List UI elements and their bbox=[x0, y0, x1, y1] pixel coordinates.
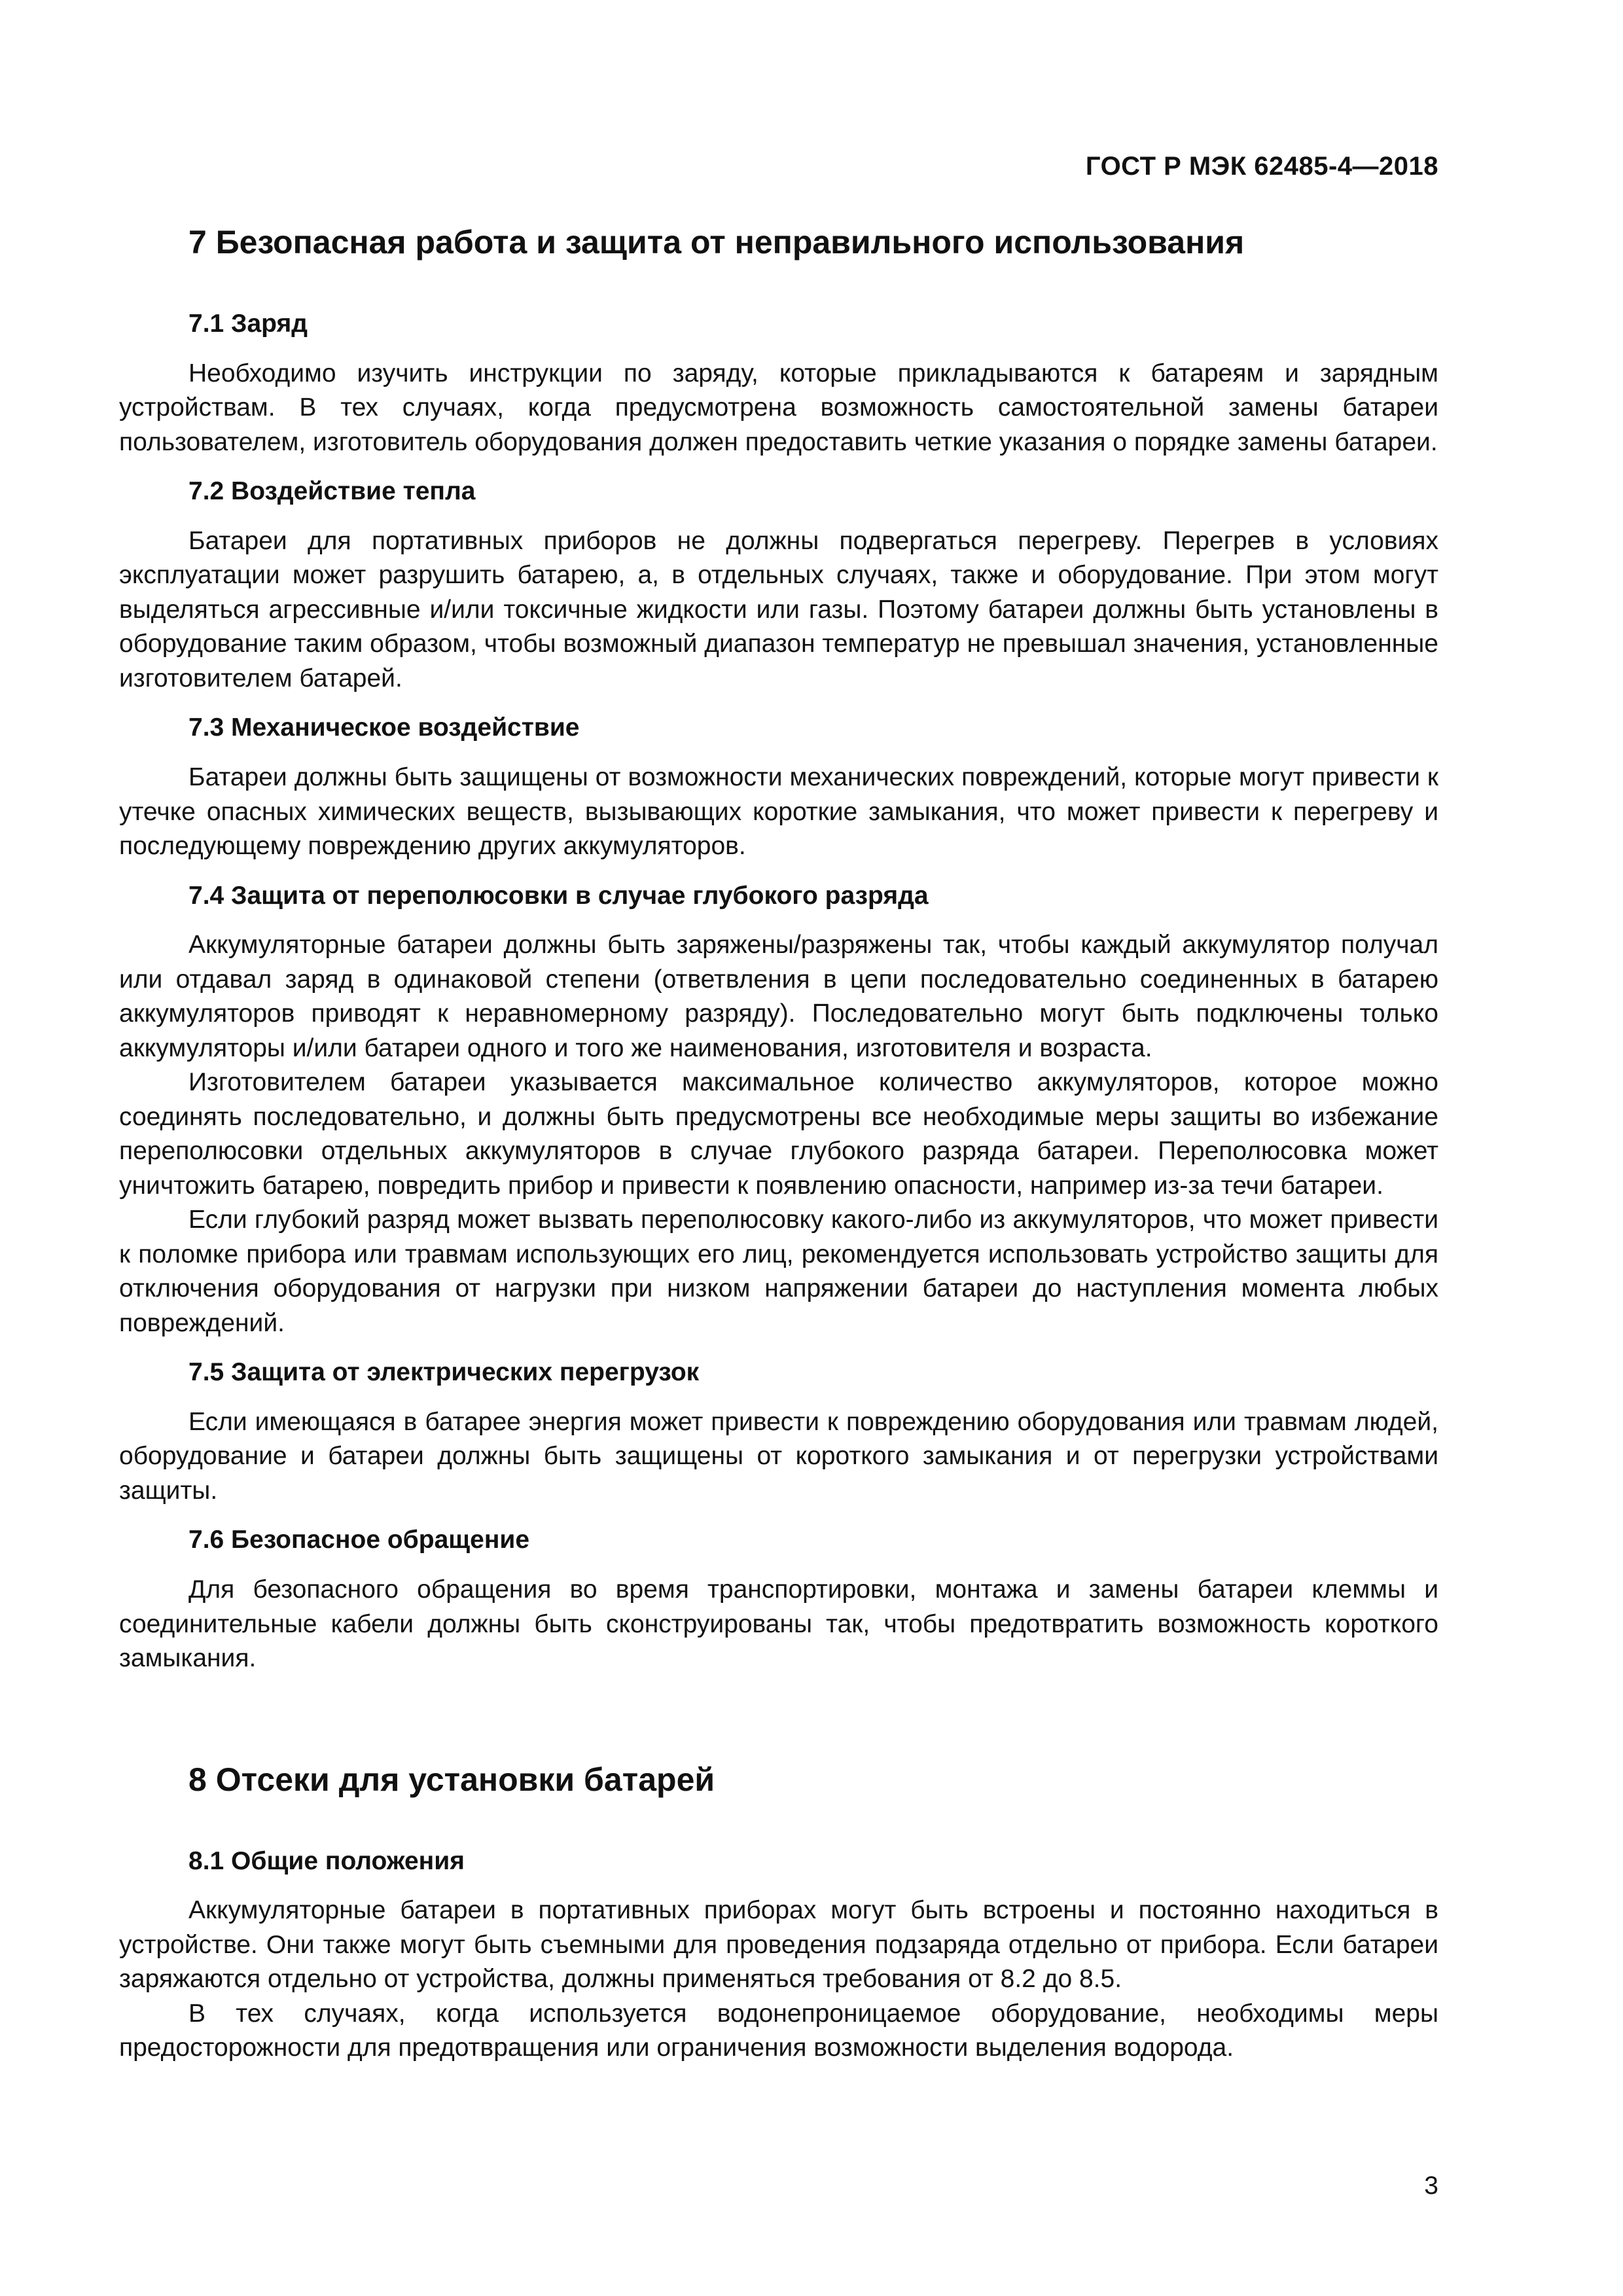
subsection-7-6 bbox=[119, 1524, 1438, 1676]
subsection-7-4 bbox=[119, 880, 1438, 1341]
paragraph: Батареи должны быть защищены от возможности механических повреждений, которые могут привести к утечке опасных химических веществ, вызывающих короткие замыкания, что может привести к перегреву и последующему повреждению других аккумуляторов. bbox=[119, 763, 1438, 861]
paragraph: Если имеющаяся в батарее энергия может привести к повреждению оборудования или травмам людей, оборудование и батареи должны быть защищены от короткого замыкания и от перегрузки устройствами защиты. bbox=[119, 1407, 1438, 1505]
section-7-title: 7 Безопасная работа и защита от неправильного использования bbox=[188, 224, 1245, 260]
section-8-title: 8 Отсеки для установки батарей bbox=[188, 1761, 715, 1798]
paragraph: В тех случаях, когда используется водонепроницаемое оборудование, необходимы меры предосторожности для предотвращения или ограничения возможности выделения водорода. bbox=[119, 1999, 1438, 2062]
subsection-7-5-title: 7.5 Защита от электрических перегрузок bbox=[188, 1358, 700, 1387]
page-content bbox=[119, 223, 1438, 2081]
paragraph: Аккумуляторные батареи в портативных приборах могут быть встроены и постоянно находиться в устройстве. Они также могут быть съемными для проведения подзаряда отдельно от прибора. Если батареи заряжаются отдельно от устройства, должны применяться требования от 8.2 до 8.5. bbox=[119, 1896, 1438, 1994]
subsection-7-1 bbox=[119, 308, 1438, 459]
subsection-7-1-title: 7.1 Заряд bbox=[188, 310, 308, 338]
subsection-8-1 bbox=[119, 1845, 1438, 2066]
subsection-8-1-title: 8.1 Общие положения bbox=[188, 1846, 465, 1875]
paragraph: Необходимо изучить инструкции по заряду, которые прикладываются к батареям и зарядным устройствам. В тех случаях, когда предусмотрена возможность самостоятельной замены батареи пользователем, изготовитель оборудования должен предоставить четкие указания о порядке замены батареи. bbox=[119, 359, 1438, 456]
paragraph: Батареи для портативных приборов не должны подвергаться перегреву. Перегрев в условиях эксплуатации может разрушить батарею, а, в отдельных случаях, также и оборудование. При этом могут выделяться агрессивные и/или токсичные жидкости или газы. Поэтому батареи должны быть установлены в оборудование таким образом, чтобы возможный диапазон температур не превышал значения, установленные изготовителем батарей. bbox=[119, 526, 1438, 692]
subsection-7-4-title: 7.4 Защита от переполюсовки в случае глубокого разряда bbox=[188, 881, 929, 910]
document-code: ГОСТ Р МЭК 62485-4—2018 bbox=[1085, 152, 1438, 181]
page-number: 3 bbox=[1424, 2172, 1438, 2200]
subsection-7-2-title: 7.2 Воздействие тепла bbox=[188, 477, 476, 506]
subsection-7-6-title: 7.6 Безопасное обращение bbox=[188, 1526, 530, 1554]
subsection-7-2 bbox=[119, 475, 1438, 696]
paragraph: Для безопасного обращения во время транспортировки, монтажа и замены батареи клеммы и соединительные кабели должны быть сконструированы так, чтобы предотвратить возможность короткого замыкания. bbox=[119, 1575, 1438, 1673]
subsection-7-3 bbox=[119, 711, 1438, 863]
paragraph: Изготовителем батареи указывается максимальное количество аккумуляторов, которое можно соединять последовательно, и должны быть предусмотрены все необходимые меры защиты во избежание переполюсовки отдельных аккумуляторов в случае глубокого разряда батареи. Переполюсовка может уничтожить батарею, повредить прибор и привести к появлению опасности, например из-за течи батареи. bbox=[119, 1068, 1438, 1200]
subsection-7-3-title: 7.3 Механическое воздействие bbox=[188, 713, 580, 742]
paragraph: Если глубокий разряд может вызвать переполюсовку какого-либо из аккумуляторов, что может привести к поломке прибора или травмам использующих его лиц, рекомендуется использовать устройство защиты для отключения оборудования от нагрузки при низком напряжении батареи до наступления момента любых повреждений. bbox=[119, 1206, 1438, 1337]
paragraph: Аккумуляторные батареи должны быть заряжены/разряжены так, чтобы каждый аккумулятор получал или отдавал заряд в одинаковой степени (ответвления в цепи последовательно соединенных в батарею аккумуляторов приводят к неравномерному разряду). Последовательно могут быть подключены только аккумуляторы и/или батареи одного и того же наименования, изготовителя и возраста. bbox=[119, 931, 1438, 1062]
subsection-7-5 bbox=[119, 1356, 1438, 1508]
